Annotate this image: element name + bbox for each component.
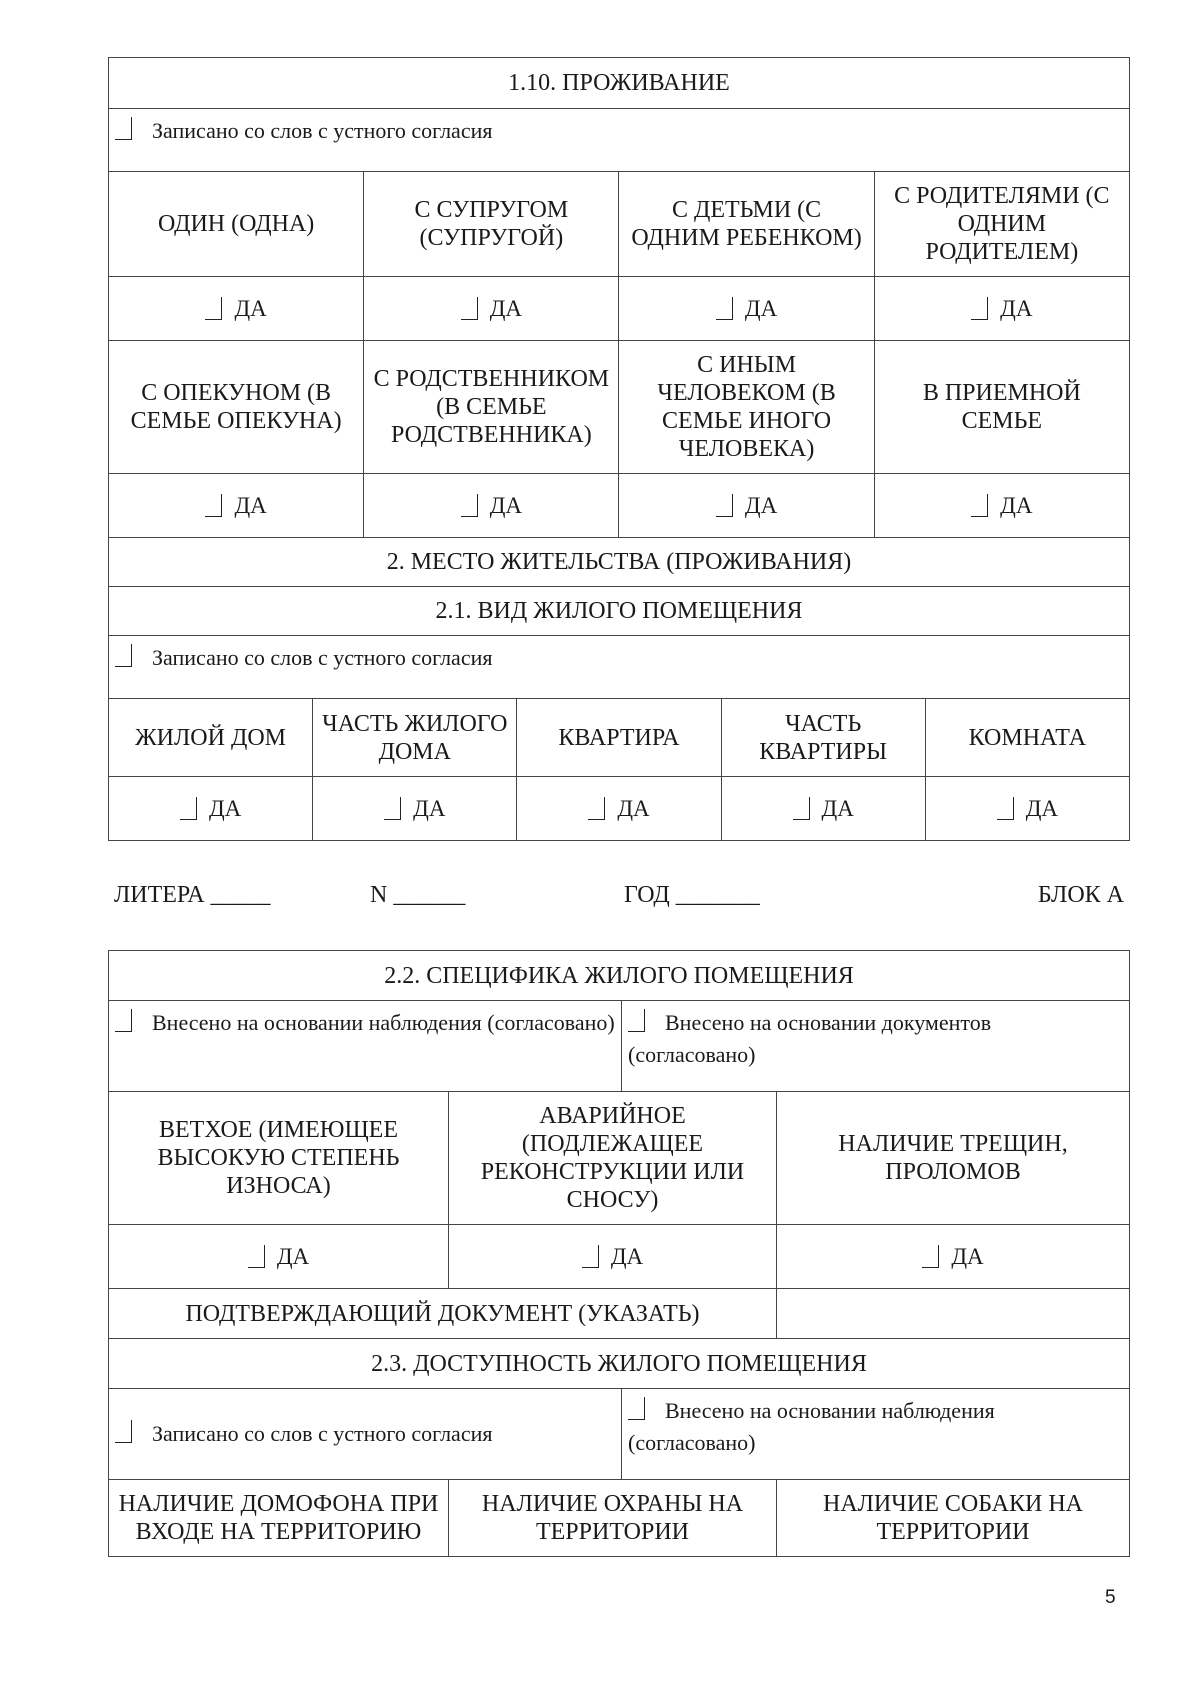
yes-label: ДА [208,795,242,821]
checkbox-icon[interactable] [384,797,401,820]
yes-label: ДА [489,295,522,321]
checkbox-icon[interactable] [582,1245,599,1268]
consent-checkbox-row[interactable] [109,636,1130,699]
yes-label: ДА [744,492,778,518]
checkbox-icon[interactable] [716,297,733,320]
checkbox-icon[interactable] [115,117,132,140]
checkbox-icon[interactable] [205,494,222,517]
checkbox-icon[interactable] [716,494,733,517]
observation-label: Внесено на основании наблюдения (согласовано) [628,1398,995,1455]
checkbox-icon[interactable] [971,494,988,517]
yes-label: ДА [234,295,267,321]
yes-label: ДА [821,795,854,821]
block-labels-row [114,882,1124,916]
confirming-document-label: ПОДТВЕРЖДАЮЩИЙ ДОКУМЕНТ (УКАЗАТЬ) [109,1289,777,1339]
section-title-2: 2. МЕСТО ЖИТЕЛЬСТВА (ПРОЖИВАНИЯ) [109,538,1130,587]
yes-label: ДА [1000,295,1033,321]
option-with-relative: С РОДСТВЕННИКОМ (В СЕМЬЕ РОДСТВЕННИКА) [364,341,619,474]
checkbox-icon[interactable] [248,1245,265,1268]
yes-checkbox-cell[interactable] [109,777,313,841]
housing-specifics-table [108,950,1130,1557]
yes-label: ДА [1000,492,1033,518]
yes-label: ДА [1025,795,1058,821]
yes-checkbox-cell[interactable] [517,777,721,841]
yes-label: ДА [617,795,650,821]
checkbox-icon[interactable] [793,797,810,820]
page-number: 5 [1105,1587,1116,1608]
checkbox-icon[interactable] [461,494,478,517]
checkbox-icon[interactable] [971,297,988,320]
yes-label: ДА [610,1243,644,1269]
confirming-document-input[interactable] [777,1289,1130,1339]
yes-checkbox-cell[interactable] [619,474,874,538]
yes-checkbox-cell[interactable] [925,777,1129,841]
yes-checkbox-cell[interactable] [109,474,364,538]
option-part-of-apartment: ЧАСТЬ КВАРТИРЫ [721,699,925,777]
option-apartment: КВАРТИРА [517,699,721,777]
yes-checkbox-cell[interactable] [449,1225,777,1289]
yes-checkbox-cell[interactable] [619,277,874,341]
option-with-other-person: С ИНЫМ ЧЕЛОВЕКОМ (В СЕМЬЕ ИНОГО ЧЕЛОВЕКА) [619,341,874,474]
block-label: БЛОК А [1037,882,1124,908]
option-emergency: АВАРИЙНОЕ (ПОДЛЕЖАЩЕЕ РЕКОНСТРУКЦИИ ИЛИ СНОСУ) [449,1092,777,1225]
option-intercom: НАЛИЧИЕ ДОМОФОНА ПРИ ВХОДЕ НА ТЕРРИТОРИЮ [109,1480,449,1557]
section-title-2-3: 2.3. ДОСТУПНОСТЬ ЖИЛОГО ПОМЕЩЕНИЯ [109,1339,1130,1389]
option-alone: ОДИН (ОДНА) [109,172,364,277]
option-part-of-house: ЧАСТЬ ЖИЛОГО ДОМА [313,699,517,777]
observation-checkbox-cell[interactable] [109,1001,622,1092]
option-cracks: НАЛИЧИЕ ТРЕЩИН, ПРОЛОМОВ [777,1092,1130,1225]
section-title-2-1: 2.1. ВИД ЖИЛОГО ПОМЕЩЕНИЯ [109,587,1130,636]
consent-label: Записано со слов с устного согласия [152,118,493,143]
section-title-2-2: 2.2. СПЕЦИФИКА ЖИЛОГО ПОМЕЩЕНИЯ [109,951,1130,1001]
checkbox-icon[interactable] [115,1420,132,1443]
living-arrangement-table [108,57,1130,841]
checkbox-icon[interactable] [115,644,132,667]
yes-checkbox-cell[interactable] [313,777,517,841]
documents-label: Внесено на основании документов (согласовано) [628,1010,992,1067]
litera-field[interactable]: ЛИТЕРА _____ [114,882,271,908]
checkbox-icon[interactable] [628,1009,645,1032]
option-with-children: С ДЕТЬМИ (С ОДНИМ РЕБЕНКОМ) [619,172,874,277]
yes-checkbox-cell[interactable] [364,277,619,341]
yes-label: ДА [489,492,522,518]
observation-checkbox-cell[interactable] [622,1389,1130,1480]
checkbox-icon[interactable] [461,297,478,320]
yes-label: ДА [951,1243,984,1269]
option-dilapidated: ВЕТХОЕ (ИМЕЮЩЕЕ ВЫСОКУЮ СТЕПЕНЬ ИЗНОСА) [109,1092,449,1225]
consent-label: Записано со слов с устного согласия [152,1421,493,1446]
option-with-guardian: С ОПЕКУНОМ (В СЕМЬЕ ОПЕКУНА) [109,341,364,474]
documents-checkbox-cell[interactable] [622,1001,1130,1092]
checkbox-icon[interactable] [115,1009,132,1032]
yes-label: ДА [413,795,446,821]
yes-checkbox-cell[interactable] [364,474,619,538]
checkbox-icon[interactable] [628,1397,645,1420]
year-field[interactable]: ГОД _______ [624,882,760,908]
observation-label: Внесено на основании наблюдения (согласовано) [152,1010,615,1035]
yes-checkbox-cell[interactable] [777,1225,1130,1289]
checkbox-icon[interactable] [588,797,605,820]
yes-checkbox-cell[interactable] [109,1225,449,1289]
consent-checkbox-cell[interactable] [109,1389,622,1480]
yes-label: ДА [276,1243,310,1269]
yes-checkbox-cell[interactable] [874,277,1129,341]
option-house: ЖИЛОЙ ДОМ [109,699,313,777]
yes-checkbox-cell[interactable] [109,277,364,341]
option-with-spouse: С СУПРУГОМ (СУПРУГОЙ) [364,172,619,277]
yes-label: ДА [744,295,778,321]
option-dog: НАЛИЧИЕ СОБАКИ НА ТЕРРИТОРИИ [777,1480,1130,1557]
checkbox-icon[interactable] [997,797,1014,820]
yes-checkbox-cell[interactable] [874,474,1129,538]
yes-label: ДА [234,492,267,518]
yes-checkbox-cell[interactable] [721,777,925,841]
consent-label: Записано со слов с устного согласия [152,645,493,670]
option-security: НАЛИЧИЕ ОХРАНЫ НА ТЕРРИТОРИИ [449,1480,777,1557]
checkbox-icon[interactable] [205,297,222,320]
option-room: КОМНАТА [925,699,1129,777]
option-foster-family: В ПРИЕМНОЙ СЕМЬЕ [874,341,1129,474]
section-title-1-10: 1.10. ПРОЖИВАНИЕ [109,58,1130,109]
option-with-parents: С РОДИТЕЛЯМИ (С ОДНИМ РОДИТЕЛЕМ) [874,172,1129,277]
consent-checkbox-row[interactable] [109,109,1130,172]
checkbox-icon[interactable] [922,1245,939,1268]
checkbox-icon[interactable] [180,797,197,820]
number-field[interactable]: N ______ [370,882,466,908]
